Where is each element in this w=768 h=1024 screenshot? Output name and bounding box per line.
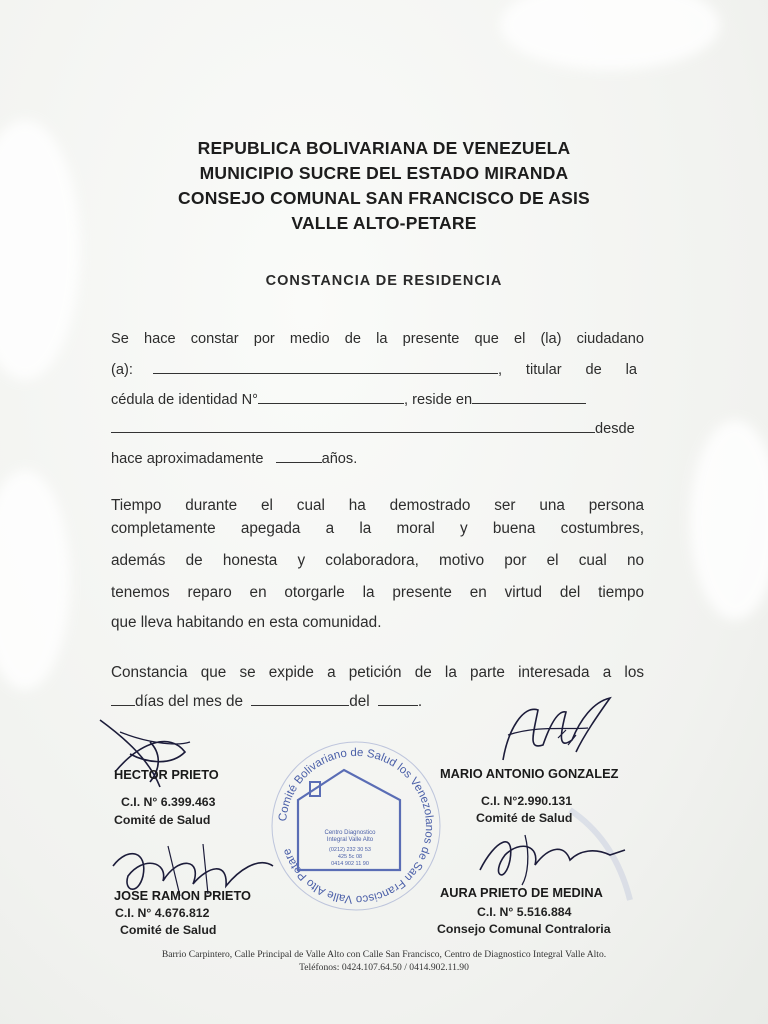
paragraph1-line5	[111, 450, 644, 467]
year-blank[interactable]	[378, 693, 418, 706]
document-title: CONSTANCIA DE RESIDENCIA	[265, 273, 503, 289]
address-continued-blank[interactable]	[111, 420, 595, 433]
signer-name: HECTOR PRIETO	[114, 767, 219, 782]
paragraph1-line4	[111, 420, 644, 437]
label-titular: , titular de la	[497, 362, 637, 378]
stamp-inner-line5: 0414 902 11 90	[331, 861, 369, 867]
address-blank[interactable]	[472, 391, 586, 404]
label-reside: , reside en	[404, 392, 473, 408]
footer-phones: Teléfonos: 0424.107.64.50 / 0414.902.11.90	[299, 962, 469, 973]
paragraph2-line3: además de honesta y colaboradora, motivo por el cual no	[111, 552, 644, 569]
paragraph3-line1: Constancia que se expide a petición de la parte interesada a los	[111, 664, 644, 681]
signature-aura-prieto	[470, 820, 630, 890]
signer-role: Comité de Salud	[476, 811, 573, 825]
name-blank[interactable]	[153, 361, 498, 374]
signer-role: Comité de Salud	[114, 813, 211, 827]
signature-mario-gonzalez	[488, 690, 618, 775]
header-council: CONSEJO COMUNAL SAN FRANCISCO DE ASIS	[178, 188, 590, 208]
signer-id: C.I. N°2.990.131	[481, 794, 573, 808]
label-del: del	[349, 693, 370, 710]
label-ciudadano: (a):	[111, 362, 133, 378]
header-republic: REPUBLICA BOLIVARIANA DE VENEZUELA	[197, 138, 571, 158]
paragraph2-line5: que lleva habitando en esta comunidad.	[111, 614, 382, 631]
years-blank[interactable]	[276, 450, 322, 463]
stamp-inner-line1: Centro Diagnostico	[324, 830, 376, 836]
community-health-stamp	[268, 738, 444, 914]
paragraph1-line3	[111, 391, 644, 408]
stamp-inner-line2: Integral Valle Alto	[326, 837, 374, 843]
label-dias: días del mes de	[135, 693, 243, 710]
paragraph2-line4: tenemos reparo en otorgarle la presente en virtud del tiempo	[111, 584, 644, 601]
signer-id: C.I. N° 6.399.463	[121, 795, 216, 809]
paragraph1-line1: Se hace constar por medio de la presente que el (la) ciudadano	[111, 331, 644, 347]
signer-name: AURA PRIETO DE MEDINA	[440, 885, 603, 900]
paragraph1-line2	[111, 361, 644, 378]
label-anos: años.	[321, 451, 358, 467]
header-location: VALLE ALTO-PETARE	[291, 213, 477, 233]
stamp-inner-line4: 425 5c 08	[337, 854, 363, 860]
signer-id: C.I. N° 4.676.812	[115, 906, 210, 920]
signer-name: JOSE RAMON PRIETO	[114, 888, 251, 903]
signer-role: Consejo Comunal Contraloria	[437, 922, 611, 936]
signer-name: MARIO ANTONIO GONZALEZ	[440, 766, 619, 781]
signer-id: C.I. N° 5.516.884	[477, 905, 572, 919]
day-blank[interactable]	[111, 693, 135, 706]
label-desde: desde	[595, 421, 635, 437]
label-cedula: cédula de identidad N°	[111, 392, 259, 408]
stamp-inner-line3: (0212) 232 30 53	[329, 847, 371, 853]
month-blank[interactable]	[251, 693, 349, 706]
label-aproximadamente: hace aproximadamente	[111, 451, 264, 467]
footer-address: Barrio Carpintero, Calle Principal de Valle Alto con Calle San Francisco, Centro de Diagnostico Integral Valle Alto.	[161, 949, 607, 960]
signer-role: Comité de Salud	[120, 923, 217, 937]
stamp-ring-text: Comité Bolivariano de Salud los Venezolanos de San Francisco Valle Alto Petare	[277, 746, 436, 906]
paragraph2-line1: Tiempo durante el cual ha demostrado ser una persona	[111, 497, 644, 514]
header-municipality: MUNICIPIO SUCRE DEL ESTADO MIRANDA	[199, 163, 569, 183]
paragraph2-line2: completamente apegada a la moral y buena costumbres,	[111, 520, 644, 537]
id-number-blank[interactable]	[258, 391, 404, 404]
label-period: .	[417, 693, 423, 710]
